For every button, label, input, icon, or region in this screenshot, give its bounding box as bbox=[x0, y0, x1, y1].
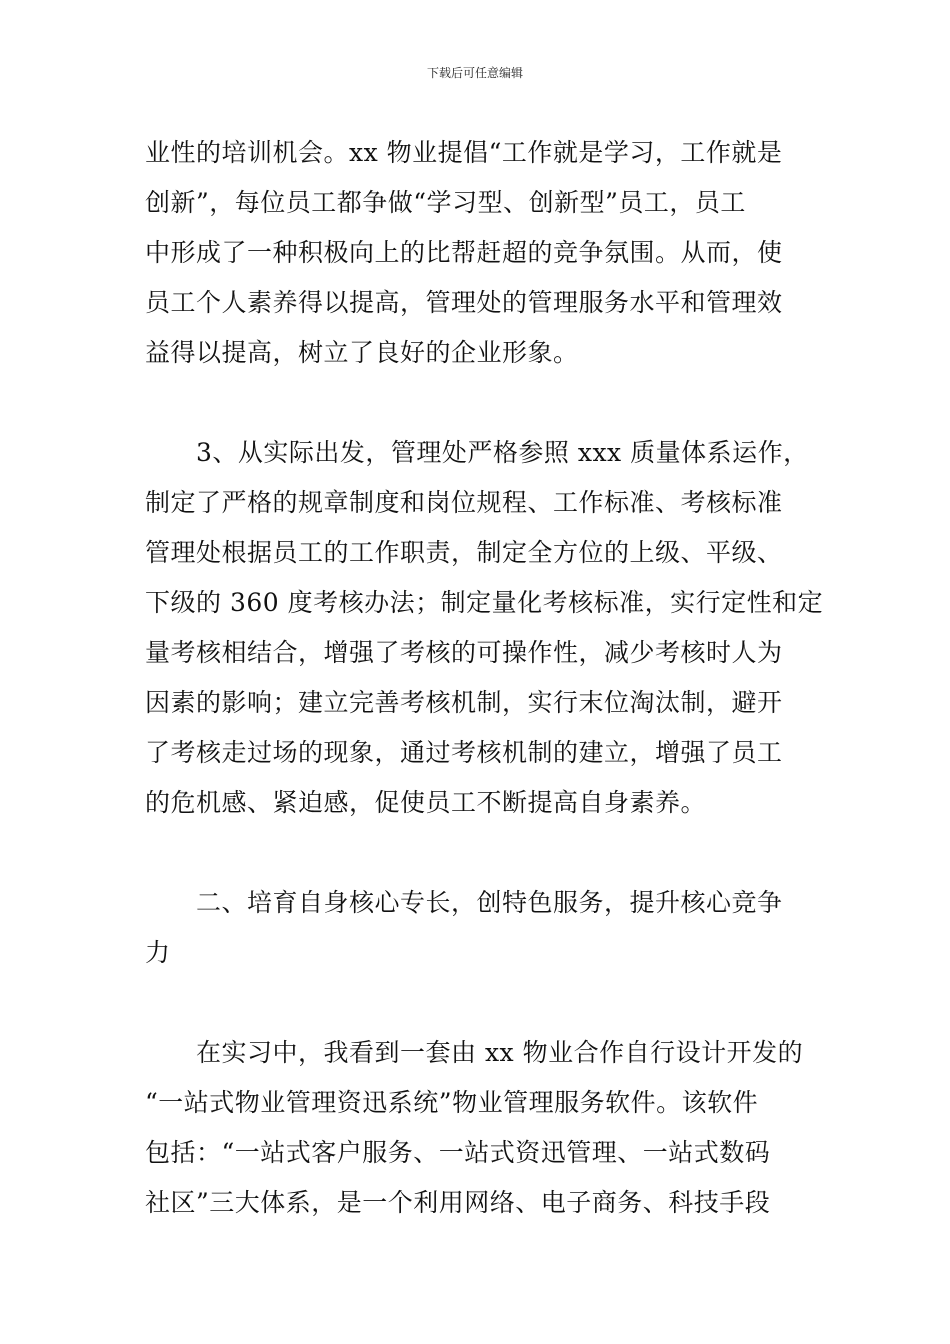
paragraph bbox=[145, 428, 824, 828]
text-line: 员工个人素养得以提高，管理处的管理服务水平和管理效 bbox=[145, 288, 783, 317]
text-line: 下级的 360 度考核办法；制定量化考核标准，实行定性和定 bbox=[145, 588, 824, 617]
text-line: 制定了严格的规章制度和岗位规程、工作标准、考核标准 bbox=[145, 488, 783, 517]
paragraph bbox=[145, 1028, 807, 1228]
text-line: 创新”，每位员工都争做“学习型、创新型”员工，员工 bbox=[145, 188, 746, 217]
text-line: 社区”三大体系，是一个利用网络、电子商务、科技手段 bbox=[145, 1188, 771, 1217]
text-line: 管理处根据员工的工作职责，制定全方位的上级、平级、 bbox=[145, 538, 783, 567]
section-heading bbox=[145, 878, 807, 978]
paragraph-spacer bbox=[145, 828, 807, 878]
text-line: 业性的培训机会。xx 物业提倡“工作就是学习，工作就是 bbox=[145, 138, 783, 167]
text-line: 因素的影响；建立完善考核机制，实行末位淘汰制，避开 bbox=[145, 688, 783, 717]
text-line: 中形成了一种积极向上的比帮赶超的竞争氛围。从而，使 bbox=[145, 238, 783, 267]
text-line: 二、培育自身核心专长，创特色服务，提升核心竞争 bbox=[145, 888, 783, 917]
document-body bbox=[145, 128, 824, 1228]
paragraph bbox=[145, 128, 807, 378]
text-line: 包括：“一站式客户服务、一站式资迅管理、一站式数码 bbox=[145, 1138, 771, 1167]
paragraph-spacer bbox=[145, 978, 807, 1028]
text-line: 力 bbox=[145, 938, 171, 967]
text-line: 量考核相结合，增强了考核的可操作性，减少考核时人为 bbox=[145, 638, 783, 667]
text-line: 的危机感、紧迫感，促使员工不断提高自身素养。 bbox=[145, 788, 707, 817]
text-line: 了考核走过场的现象，通过考核机制的建立，增强了员工 bbox=[145, 738, 783, 767]
page-header: 下载后可任意编辑 bbox=[426, 66, 523, 80]
text-line: 3、从实际出发，管理处严格参照 xxx 质量体系运作， bbox=[145, 438, 809, 467]
text-line: 益得以提高，树立了良好的企业形象。 bbox=[145, 338, 579, 367]
paragraph-spacer bbox=[145, 378, 807, 428]
text-line: “一站式物业管理资迅系统”物业管理服务软件。该软件 bbox=[145, 1088, 759, 1117]
text-line: 在实习中，我看到一套由 xx 物业合作自行设计开发的 bbox=[145, 1038, 804, 1067]
